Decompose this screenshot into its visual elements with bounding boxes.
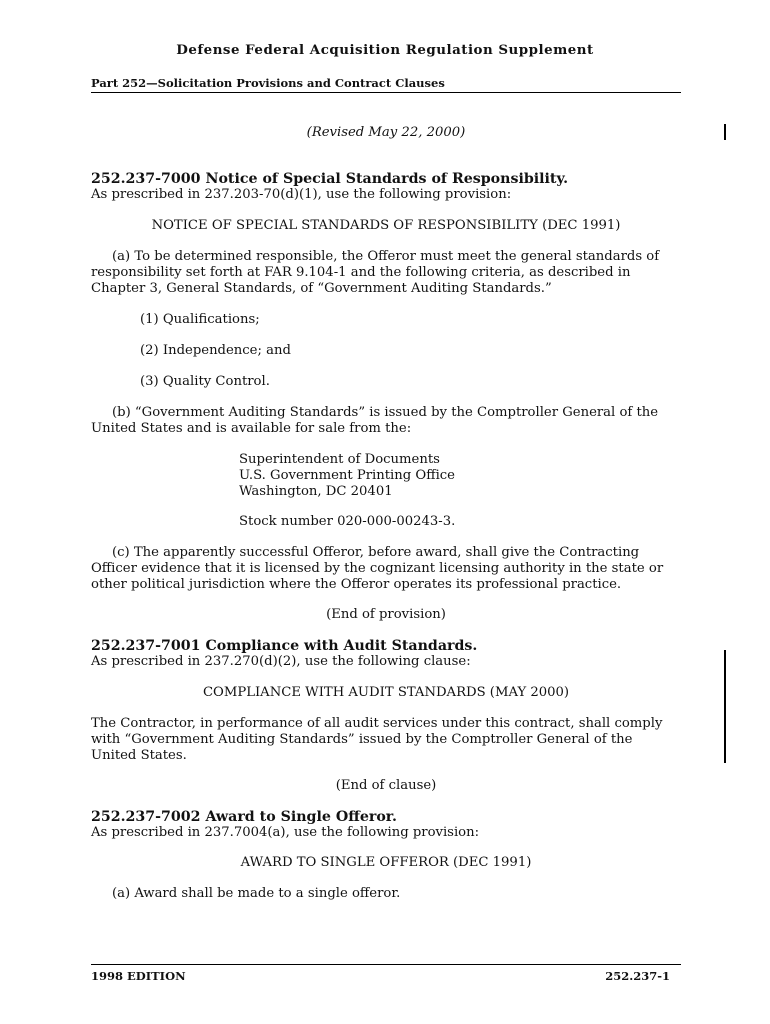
- paragraph-line: (c) The apparently successful Offeror, before award, shall give the Contracting: [112, 545, 640, 560]
- paragraph-line: other political jurisdiction where the Offeror operates its professional practice.: [91, 577, 622, 592]
- footer-page-number: 252.237-1: [605, 969, 670, 983]
- provision-heading: NOTICE OF SPECIAL STANDARDS OF RESPONSIBILITY (DEC 1991): [151, 218, 621, 233]
- paragraph-line: with “Government Auditing Standards” issued by the Comptroller General of the: [91, 732, 633, 747]
- paragraph-line: The Contractor, in performance of all audit services under this contract, shall comply: [91, 716, 663, 731]
- change-bar: [724, 124, 726, 140]
- end-of-clause: (End of clause): [335, 778, 437, 793]
- address-line: Superintendent of Documents: [239, 452, 440, 467]
- list-item: (2) Independence; and: [140, 343, 291, 358]
- section-title: 252.237-7002 Award to Single Offeror.: [91, 809, 397, 825]
- prescribed-text: As prescribed in 237.270(d)(2), use the following clause:: [91, 654, 471, 669]
- prescribed-text: As prescribed in 237.203-70(d)(1), use the following provision:: [91, 187, 512, 202]
- paragraph-line: Chapter 3, General Standards, of “Government Auditing Standards.”: [91, 281, 552, 296]
- address-line: Washington, DC 20401: [239, 484, 393, 499]
- paragraph-line: (a) Award shall be made to a single offeror.: [112, 886, 401, 901]
- stock-number: Stock number 020-000-00243-3.: [239, 514, 456, 529]
- change-bar: [724, 650, 726, 763]
- section-title: 252.237-7001 Compliance with Audit Standards.: [91, 638, 478, 654]
- footer-edition: 1998 EDITION: [91, 969, 186, 983]
- part-heading: Part 252—Solicitation Provisions and Contract Clauses: [91, 76, 445, 90]
- list-item: (3) Quality Control.: [140, 374, 270, 389]
- paragraph-line: United States.: [91, 748, 187, 763]
- paragraph-line: responsibility set forth at FAR 9.104-1 and the following criteria, as described in: [91, 265, 631, 280]
- revised-date: (Revised May 22, 2000): [306, 125, 466, 140]
- address-line: U.S. Government Printing Office: [239, 468, 455, 483]
- footer-rule: [91, 964, 681, 965]
- document-title: Defense Federal Acquisition Regulation Supplement: [176, 42, 594, 58]
- paragraph-line: (b) “Government Auditing Standards” is issued by the Comptroller General of the: [112, 405, 659, 420]
- clause-heading: COMPLIANCE WITH AUDIT STANDARDS (MAY 2000): [202, 685, 570, 700]
- header-rule: [91, 92, 681, 93]
- provision-heading: AWARD TO SINGLE OFFEROR (DEC 1991): [240, 855, 532, 870]
- paragraph-line: (a) To be determined responsible, the Offeror must meet the general standards of: [112, 249, 660, 264]
- end-of-provision: (End of provision): [326, 607, 446, 622]
- paragraph-line: Officer evidence that it is licensed by the cognizant licensing authority in the state or: [91, 561, 664, 576]
- prescribed-text: As prescribed in 237.7004(a), use the following provision:: [91, 825, 480, 840]
- paragraph-line: United States and is available for sale from the:: [91, 421, 412, 436]
- section-title: 252.237-7000 Notice of Special Standards of Responsibility.: [91, 171, 569, 187]
- list-item: (1) Qualifications;: [140, 312, 260, 327]
